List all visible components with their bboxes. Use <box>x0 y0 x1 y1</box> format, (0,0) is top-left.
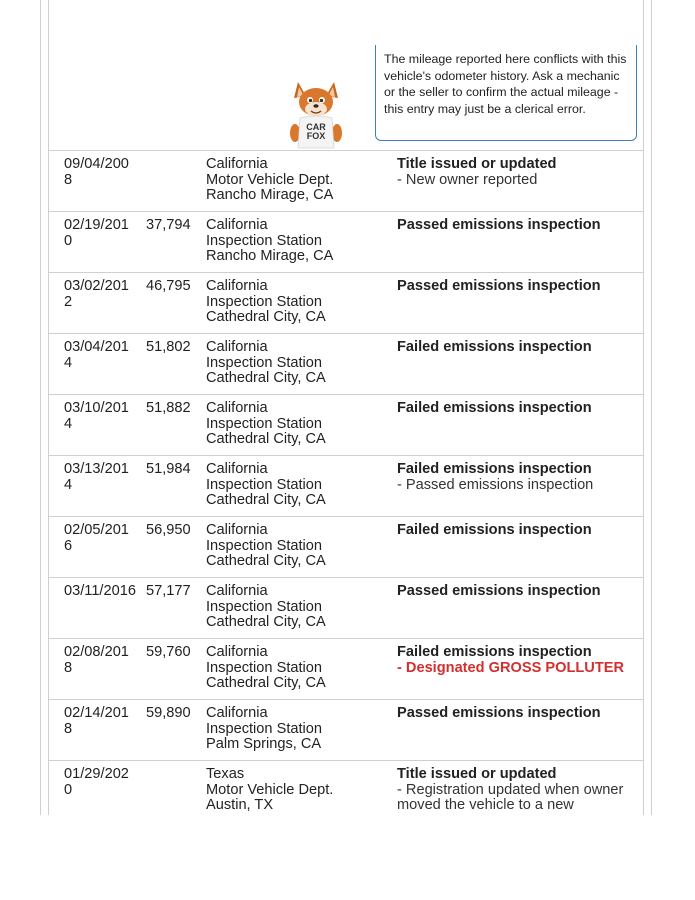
record-source-line: Texas <box>206 766 245 782</box>
vehicle-history-page <box>40 0 652 815</box>
history-records-table <box>48 150 643 815</box>
record-source-line: Cathedral City, CA <box>206 614 326 631</box>
record-comments <box>397 279 633 295</box>
table-row <box>48 150 643 211</box>
odometer-alert-area <box>48 0 643 150</box>
record-event: Failed emissions inspection <box>397 461 592 477</box>
record-event: Passed emissions inspection <box>397 705 601 721</box>
record-date: 03/13/2014 <box>64 461 129 493</box>
record-source-line: California <box>206 400 268 416</box>
record-source-line: Cathedral City, CA <box>206 675 326 692</box>
record-odometer: 57,177 <box>146 583 191 599</box>
page-border-left-outer <box>40 0 41 815</box>
record-source-line: Cathedral City, CA <box>206 309 326 326</box>
record-event: Title issued or updated <box>397 156 557 172</box>
record-date: 02/05/2016 <box>64 522 129 554</box>
record-date: 03/02/2012 <box>64 278 129 310</box>
record-source-line: California <box>206 156 268 172</box>
record-source-line: California <box>206 339 268 355</box>
page-border-right-outer <box>651 0 652 815</box>
record-source-line: Inspection Station <box>206 720 323 737</box>
record-odometer: 37,794 <box>146 217 191 233</box>
table-row <box>48 516 643 577</box>
record-source-line: Inspection Station <box>206 232 323 249</box>
record-comments <box>397 340 633 356</box>
record-comments <box>397 767 633 814</box>
table-row <box>48 394 643 455</box>
table-row <box>48 638 643 699</box>
record-comments <box>397 157 633 188</box>
record-source-line: Cathedral City, CA <box>206 431 326 448</box>
record-date: 03/10/2014 <box>64 400 129 432</box>
record-date: 02/08/2018 <box>64 644 129 676</box>
record-comments <box>397 462 633 493</box>
record-odometer: 59,890 <box>146 705 191 721</box>
record-comments <box>397 584 633 600</box>
odometer-alert-box <box>375 45 637 141</box>
record-date: 02/14/2018 <box>64 705 129 737</box>
record-source-line: California <box>206 583 268 599</box>
page-border-right-inner <box>643 0 644 815</box>
record-source <box>206 401 386 448</box>
record-event: Failed emissions inspection <box>397 400 592 416</box>
record-event: Passed emissions inspection <box>397 278 601 294</box>
record-odometer: 51,882 <box>146 400 191 416</box>
record-source-line: Inspection Station <box>206 293 323 310</box>
record-source-line: California <box>206 522 268 538</box>
record-source-line: Inspection Station <box>206 415 323 432</box>
record-source-line: Inspection Station <box>206 354 323 371</box>
table-row <box>48 699 643 760</box>
record-detail: - Registration updated when owner moved the vehicle to a new <box>397 781 624 814</box>
table-row <box>48 455 643 516</box>
record-comments <box>397 706 633 722</box>
record-comments <box>397 645 633 676</box>
record-comments <box>397 218 633 234</box>
record-source <box>206 279 386 326</box>
record-source-line: California <box>206 278 268 294</box>
record-source-line: Motor Vehicle Dept. <box>206 781 334 798</box>
record-source <box>206 462 386 509</box>
record-source <box>206 218 386 265</box>
record-source-line: Palm Springs, CA <box>206 736 322 753</box>
mascot-shirt-line2: FOX <box>306 131 326 141</box>
record-source <box>206 767 386 814</box>
record-source <box>206 340 386 387</box>
record-source-line: Cathedral City, CA <box>206 553 326 570</box>
record-source-line: California <box>206 705 268 721</box>
record-date: 01/29/2020 <box>64 766 129 798</box>
record-source-line: Austin, TX <box>206 797 274 814</box>
record-event: Failed emissions inspection <box>397 522 592 538</box>
record-odometer: 59,760 <box>146 644 191 660</box>
record-date: 03/11/2016 <box>64 583 136 599</box>
table-row <box>48 760 643 815</box>
record-date: 02/19/2010 <box>64 217 129 249</box>
record-source-line: California <box>206 644 268 660</box>
record-event: Title issued or updated <box>397 766 557 782</box>
record-source-line: California <box>206 217 268 233</box>
table-row <box>48 211 643 272</box>
table-row <box>48 272 643 333</box>
record-source <box>206 706 386 753</box>
record-source-line: California <box>206 461 268 477</box>
record-event: Passed emissions inspection <box>397 217 601 233</box>
record-source <box>206 584 386 631</box>
record-event: Failed emissions inspection <box>397 644 592 660</box>
record-source <box>206 645 386 692</box>
record-source <box>206 523 386 570</box>
record-date: 09/04/2008 <box>64 156 129 188</box>
mascot-shirt-line1: CAR <box>306 122 326 132</box>
record-source-line: Rancho Mirage, CA <box>206 248 334 265</box>
table-row <box>48 577 643 638</box>
record-comments <box>397 401 633 417</box>
odometer-alert-text: The mileage reported here conflicts with this vehicle's odometer history. Ask a mechanic or the seller to confirm the actual mileage - this entry may just be a clerical error. <box>384 52 627 116</box>
record-detail: - New owner reported <box>397 171 538 188</box>
carfox-mascot-icon <box>286 78 346 150</box>
record-detail: - Passed emissions inspection <box>397 476 594 493</box>
record-source-line: Cathedral City, CA <box>206 370 326 387</box>
record-source-line: Inspection Station <box>206 537 323 554</box>
record-event: Failed emissions inspection <box>397 339 592 355</box>
record-odometer: 51,984 <box>146 461 191 477</box>
record-event: Passed emissions inspection <box>397 583 601 599</box>
record-source <box>206 157 386 204</box>
record-source-line: Inspection Station <box>206 598 323 615</box>
record-odometer: 56,950 <box>146 522 191 538</box>
record-date: 03/04/2014 <box>64 339 129 371</box>
record-comments <box>397 523 633 539</box>
record-source-line: Motor Vehicle Dept. <box>206 171 334 188</box>
record-alert-detail: - Designated GROSS POLLUTER <box>397 659 625 676</box>
record-source-line: Cathedral City, CA <box>206 492 326 509</box>
record-source-line: Rancho Mirage, CA <box>206 187 334 204</box>
record-odometer: 46,795 <box>146 278 191 294</box>
record-source-line: Inspection Station <box>206 659 323 676</box>
table-row <box>48 333 643 394</box>
record-source-line: Inspection Station <box>206 476 323 493</box>
record-odometer: 51,802 <box>146 339 191 355</box>
